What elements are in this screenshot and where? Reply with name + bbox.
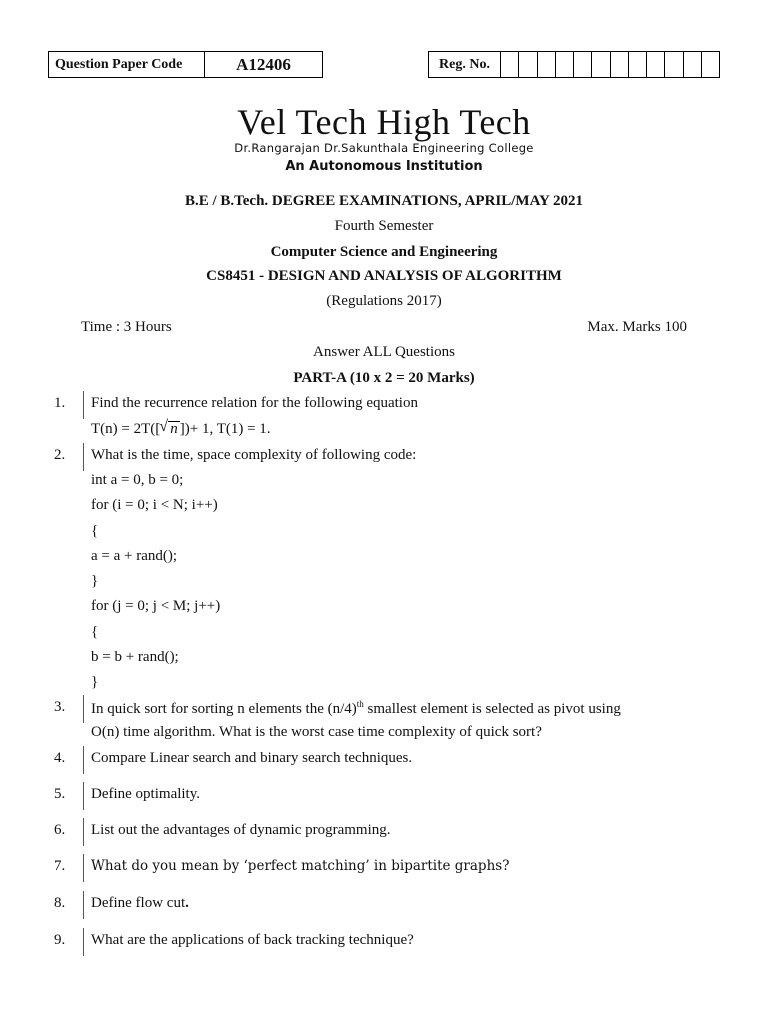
- code-line: {: [91, 624, 99, 640]
- question-divider: [83, 891, 84, 919]
- reg-no-cell: [647, 52, 665, 77]
- equation-prefix: T(n) = 2T([: [91, 421, 161, 437]
- question-divider: [83, 443, 84, 471]
- reg-no-cell: [592, 52, 610, 77]
- reg-no-cell: [629, 52, 647, 77]
- institution-name: Vel Tech High Tech: [237, 102, 531, 142]
- question-paper-code-value: A12406: [236, 54, 291, 74]
- question-9-text: What are the applications of back tracking technique?: [91, 932, 414, 948]
- reg-no-cell: [665, 52, 683, 77]
- question-divider: [83, 782, 84, 810]
- question-paper-code-box: [48, 51, 323, 78]
- question-number: 8.: [54, 895, 66, 911]
- question-number: 7.: [54, 858, 66, 874]
- question-3-text: [91, 699, 621, 718]
- code-line: {: [91, 523, 99, 539]
- question-number: 1.: [54, 395, 66, 411]
- question-3-text-a: In quick sort for sorting n elements the (n/4): [91, 701, 357, 717]
- code-line: }: [91, 573, 99, 589]
- question-divider: [83, 746, 84, 774]
- superscript: th: [356, 699, 364, 709]
- max-marks: Max. Marks 100: [587, 319, 687, 335]
- part-a-heading: PART-A (10 x 2 = 20 Marks): [293, 370, 475, 386]
- regulations: (Regulations 2017): [326, 293, 442, 309]
- question-number: 3.: [54, 699, 66, 715]
- question-7-text: What do you mean by ‘perfect matching’ in bipartite graphs?: [91, 858, 510, 874]
- code-line: b = b + rand();: [91, 649, 179, 665]
- semester: Fourth Semester: [334, 218, 434, 234]
- reg-no-cell: [574, 52, 592, 77]
- question-1-equation: [91, 421, 271, 438]
- question-number: 2.: [54, 447, 66, 463]
- reg-no-cell: [684, 52, 702, 77]
- code-line: for (i = 0; i < N; i++): [91, 497, 218, 513]
- question-8-text: [91, 895, 189, 912]
- question-number: 4.: [54, 750, 66, 766]
- question-divider: [83, 818, 84, 846]
- question-divider: [83, 391, 84, 419]
- question-number: 6.: [54, 822, 66, 838]
- reg-no-cell: [501, 52, 519, 77]
- question-number: 9.: [54, 932, 66, 948]
- equation-suffix: ])+ 1, T(1) = 1.: [179, 421, 271, 437]
- code-line: a = a + rand();: [91, 548, 178, 564]
- department: Computer Science and Engineering: [270, 244, 498, 260]
- question-6-text: List out the advantages of dynamic programming.: [91, 822, 391, 838]
- question-8-text-a: Define flow cut: [91, 895, 186, 911]
- question-divider: [83, 695, 84, 723]
- code-line: int a = 0, b = 0;: [91, 472, 184, 488]
- question-divider: [83, 928, 84, 956]
- question-4-text: Compare Linear search and binary search techniques.: [91, 750, 413, 766]
- reg-no-label: Reg. No.: [429, 52, 501, 77]
- reg-no-cell: [556, 52, 574, 77]
- question-2-text: What is the time, space complexity of following code:: [91, 447, 417, 463]
- question-paper-code-label: Question Paper Code: [49, 52, 205, 77]
- reg-no-box: [428, 51, 720, 78]
- question-1-text: Find the recurrence relation for the following equation: [91, 395, 418, 411]
- question-number: 5.: [54, 786, 66, 802]
- college-name: Dr.Rangarajan Dr.Sakunthala Engineering College: [234, 141, 534, 155]
- question-3-text-c: O(n) time algorithm. What is the worst case time complexity of quick sort?: [91, 724, 542, 740]
- square-root: √ n: [168, 421, 180, 437]
- exam-title: B.E / B.Tech. DEGREE EXAMINATIONS, APRIL/MAY 2021: [184, 193, 584, 209]
- course-title: CS8451 - DESIGN AND ANALYSIS OF ALGORITHM: [206, 268, 562, 284]
- reg-no-cell: [538, 52, 556, 77]
- reg-no-cell: [611, 52, 629, 77]
- exam-duration: Time : 3 Hours: [81, 319, 172, 335]
- reg-no-cell: [702, 52, 719, 77]
- question-8-period: .: [185, 895, 189, 911]
- reg-no-cell: [519, 52, 537, 77]
- instruction: Answer ALL Questions: [313, 344, 455, 360]
- question-divider: [83, 854, 84, 882]
- code-line: for (j = 0; j < M; j++): [91, 598, 221, 614]
- institution-tagline: An Autonomous Institution: [285, 159, 483, 174]
- code-line: }: [91, 674, 99, 690]
- question-5-text: Define optimality.: [91, 786, 200, 802]
- question-3-text-b: smallest element is selected as pivot using: [363, 701, 621, 717]
